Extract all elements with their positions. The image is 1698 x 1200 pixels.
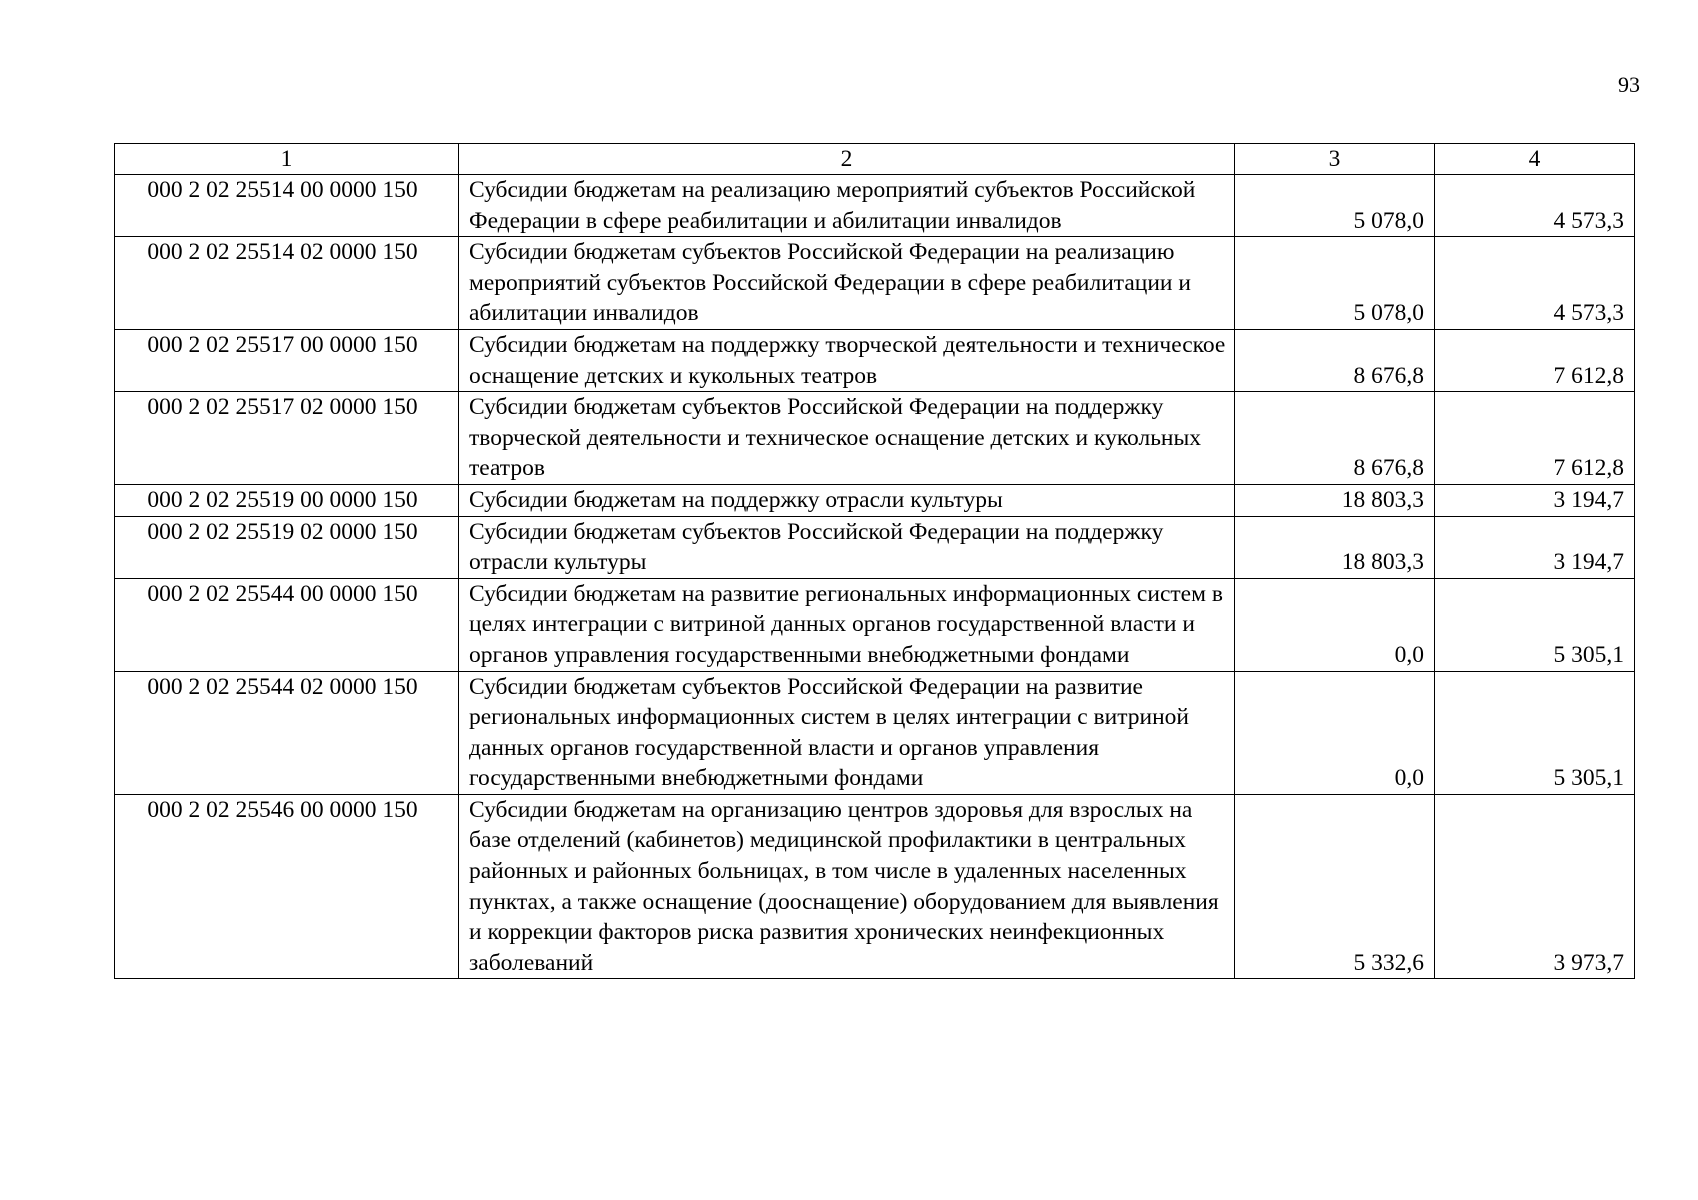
table-row bbox=[115, 484, 1635, 516]
budget-code: 000 2 02 25514 02 0000 150 bbox=[115, 237, 459, 330]
amount-col4: 5 305,1 bbox=[1435, 578, 1635, 671]
budget-code: 000 2 02 25514 00 0000 150 bbox=[115, 175, 459, 237]
amount-col3: 18 803,3 bbox=[1235, 516, 1435, 578]
revenue-name: Субсидии бюджетам субъектов Российской Федерации на поддержку отрасли культуры bbox=[459, 516, 1235, 578]
amount-col3: 18 803,3 bbox=[1235, 484, 1435, 516]
budget-code: 000 2 02 25519 00 0000 150 bbox=[115, 484, 459, 516]
amount-col4: 5 305,1 bbox=[1435, 671, 1635, 794]
table-row bbox=[115, 516, 1635, 578]
revenue-name: Субсидии бюджетам на реализацию мероприятий субъектов Российской Федерации в сфере реабилитации и абилитации инвалидов bbox=[459, 175, 1235, 237]
revenue-name: Субсидии бюджетам субъектов Российской Федерации на реализацию мероприятий субъектов Российской Федерации в сфере реабилитации и абилитации инвалидов bbox=[459, 237, 1235, 330]
revenue-name: Субсидии бюджетам на поддержку творческой деятельности и техническое оснащение детских и кукольных театров bbox=[459, 329, 1235, 391]
table-body bbox=[115, 175, 1635, 979]
amount-col3: 5 078,0 bbox=[1235, 237, 1435, 330]
revenue-name: Субсидии бюджетам на развитие региональных информационных систем в целях интеграции с витриной данных органов государственной власти и органов управления государственными внебюджетными фондами bbox=[459, 578, 1235, 671]
amount-col3: 5 078,0 bbox=[1235, 175, 1435, 237]
budget-code: 000 2 02 25546 00 0000 150 bbox=[115, 794, 459, 979]
amount-col4: 3 194,7 bbox=[1435, 516, 1635, 578]
amount-col4: 7 612,8 bbox=[1435, 392, 1635, 485]
header-row bbox=[115, 144, 1635, 175]
table-row bbox=[115, 578, 1635, 671]
table-row bbox=[115, 329, 1635, 391]
column-header-3: 3 bbox=[1235, 144, 1435, 175]
budget-code: 000 2 02 25517 00 0000 150 bbox=[115, 329, 459, 391]
table-row bbox=[115, 392, 1635, 485]
table-row bbox=[115, 237, 1635, 330]
amount-col4: 3 973,7 bbox=[1435, 794, 1635, 979]
budget-table bbox=[114, 143, 1635, 979]
budget-code: 000 2 02 25519 02 0000 150 bbox=[115, 516, 459, 578]
revenue-name: Субсидии бюджетам субъектов Российской Федерации на развитие региональных информационных систем в целях интеграции с витриной данных органов государственной власти и органов управления государственными внебюджетными фондами bbox=[459, 671, 1235, 794]
table-header bbox=[115, 144, 1635, 175]
table-row bbox=[115, 794, 1635, 979]
page-number: 93 bbox=[1618, 72, 1640, 97]
column-header-2: 2 bbox=[459, 144, 1235, 175]
budget-code: 000 2 02 25517 02 0000 150 bbox=[115, 392, 459, 485]
budget-code: 000 2 02 25544 02 0000 150 bbox=[115, 671, 459, 794]
column-header-1: 1 bbox=[115, 144, 459, 175]
amount-col4: 4 573,3 bbox=[1435, 237, 1635, 330]
revenue-name: Субсидии бюджетам субъектов Российской Федерации на поддержку творческой деятельности и техническое оснащение детских и кукольных театров bbox=[459, 392, 1235, 485]
column-header-4: 4 bbox=[1435, 144, 1635, 175]
revenue-name: Субсидии бюджетам на организацию центров здоровья для взрослых на базе отделений (кабинетов) медицинской профилактики в центральных районных и районных больницах, в том числе в удаленных населенных пунктах, а также оснащение (дооснащение) оборудованием для выявления и коррекции факторов риска развития хронических неинфекционных заболеваний bbox=[459, 794, 1235, 979]
amount-col3: 5 332,6 bbox=[1235, 794, 1435, 979]
amount-col4: 4 573,3 bbox=[1435, 175, 1635, 237]
amount-col4: 3 194,7 bbox=[1435, 484, 1635, 516]
amount-col3: 0,0 bbox=[1235, 578, 1435, 671]
amount-col3: 0,0 bbox=[1235, 671, 1435, 794]
budget-code: 000 2 02 25544 00 0000 150 bbox=[115, 578, 459, 671]
revenue-name: Субсидии бюджетам на поддержку отрасли культуры bbox=[459, 484, 1235, 516]
amount-col3: 8 676,8 bbox=[1235, 329, 1435, 391]
table-row bbox=[115, 175, 1635, 237]
amount-col3: 8 676,8 bbox=[1235, 392, 1435, 485]
table-row bbox=[115, 671, 1635, 794]
amount-col4: 7 612,8 bbox=[1435, 329, 1635, 391]
